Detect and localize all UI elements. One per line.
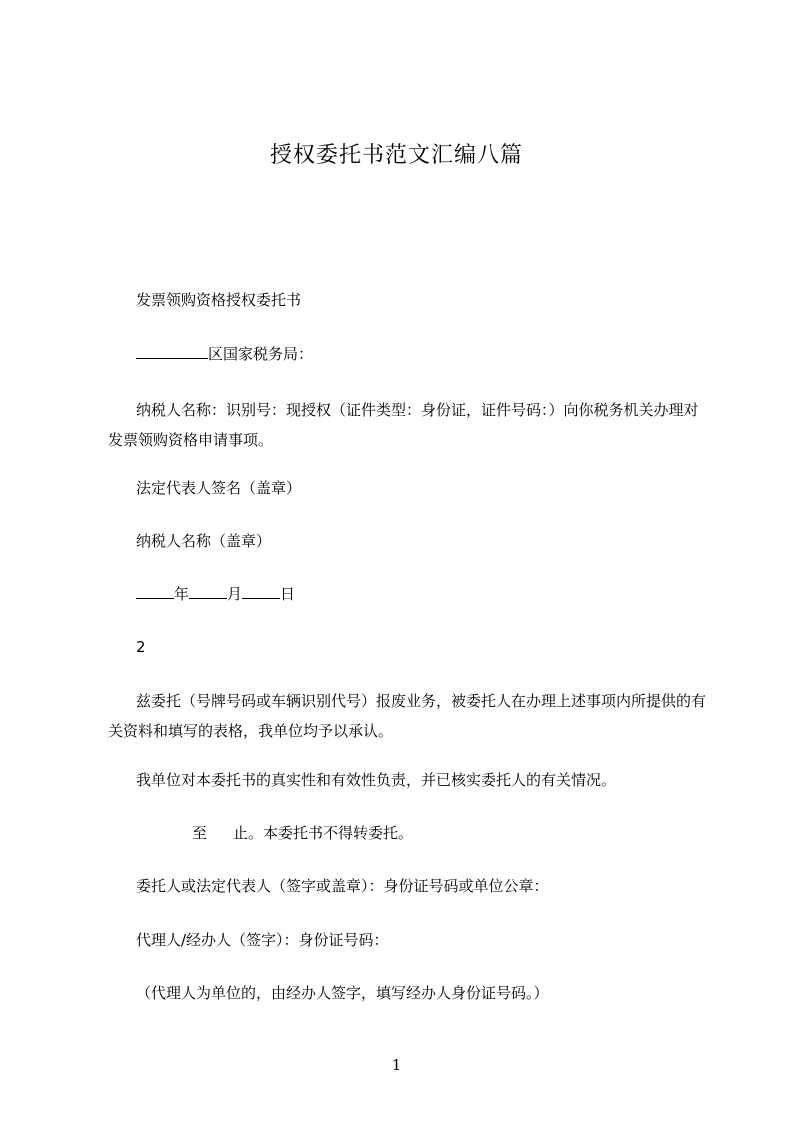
date-line <box>108 579 708 609</box>
month-blank <box>189 581 227 599</box>
day-label: 日 <box>280 585 296 603</box>
document-title: 授权委托书范文汇编八篇 <box>269 143 523 168</box>
legal-rep-signature-line: 法定代表人签名（盖章） <box>136 479 302 497</box>
scrap-authorization-paragraph: 兹委托（号牌号码或车辆识别代号）报废业务，被委托人在办理上述事项内所提供的有关资料和填写的表格，我单位均予以承认。 <box>108 692 707 740</box>
section-number: 2 <box>136 638 146 656</box>
taxpayer-name-seal-line: 纳税人名称（盖章） <box>136 532 272 550</box>
bureau-line <box>108 339 708 369</box>
page-number: 1 <box>391 1056 402 1074</box>
agent-note: （代理人为单位的，由经办人签字，填写经办人身份证号码。） <box>136 984 549 1002</box>
year-blank <box>136 581 174 599</box>
period-from-label: 至 <box>192 824 208 842</box>
client-signature-line: 委托人或法定代表人（签字或盖章）：身份证号码或单位公章： <box>136 877 549 895</box>
month-label: 月 <box>227 585 243 603</box>
bureau-suffix: 区国家税务局： <box>208 345 314 363</box>
section-heading: 发票领购资格授权委托书 <box>136 291 302 309</box>
agent-signature-line: 代理人/经办人（签字）：身份证号码： <box>136 931 389 949</box>
day-blank <box>242 581 280 599</box>
responsibility-paragraph: 我单位对本委托书的真实性和有效性负责，并已核实委托人的有关情况。 <box>136 771 617 789</box>
validity-period-line <box>108 818 708 848</box>
period-to-text: 止。本委托书不得转委托。 <box>233 824 414 842</box>
taxpayer-paragraph: 纳税人名称：识别号：现授权（证件类型：身份证，证件号码：）向你税务机关办理对发票领购资格申请事项。 <box>108 401 699 449</box>
year-label: 年 <box>174 585 190 603</box>
bureau-blank <box>136 341 208 359</box>
